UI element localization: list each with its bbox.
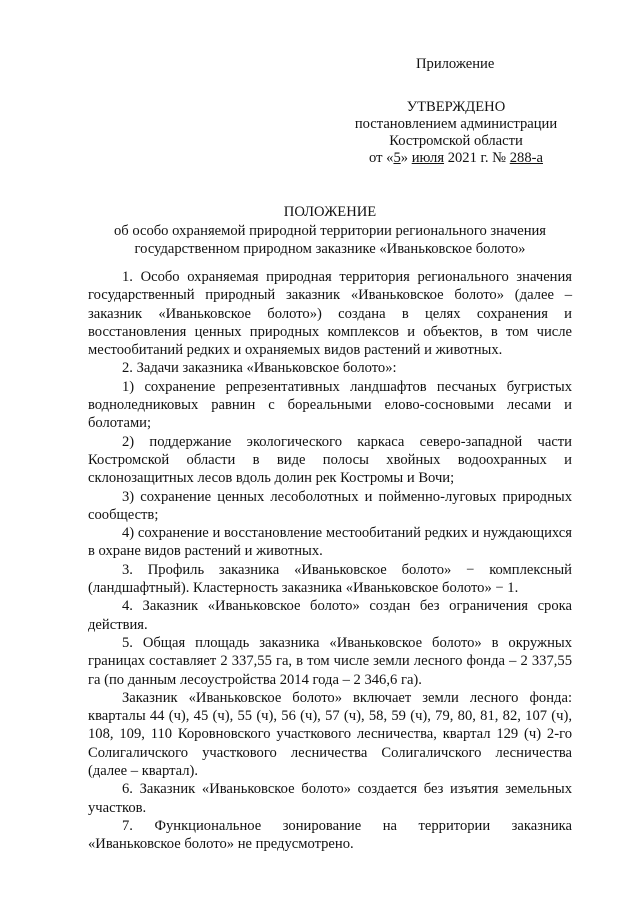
title-line-1: об особо охраняемой природной территории регионального значения bbox=[113, 222, 547, 239]
date-year: 2021 г. № bbox=[444, 150, 510, 166]
title-line-2: государственном природном заказнике «Иваньковское болото» bbox=[134, 241, 526, 257]
appendix-text: Приложение bbox=[416, 56, 495, 72]
paragraph-2: 2. Задачи заказника «Иваньковское болото»: bbox=[122, 360, 397, 377]
decree-text: постановлением администрации bbox=[354, 116, 558, 132]
date-mid: » bbox=[400, 150, 412, 166]
paragraph-task-4: 4) сохранение и восстановление местообитаний редких и нуждающихся в охране видов растений и животных. bbox=[88, 525, 572, 560]
region-text: Костромской области bbox=[389, 133, 523, 149]
approval-stamp bbox=[340, 99, 572, 167]
paragraph-4: 4. Заказник «Иваньковское болото» создан без ограничения срока действия. bbox=[88, 598, 572, 633]
date-prefix: от « bbox=[369, 150, 394, 166]
title-heading: ПОЛОЖЕНИЕ bbox=[283, 204, 377, 220]
appendix-label bbox=[416, 56, 640, 73]
paragraph-1: 1. Особо охраняемая природная территория регионального значения государственный природный заказник «Иваньковское болото» (далее – заказник «Иваньковское болото») создана в целях сохранения и восстановления ценных природных комплексов и объектов, в том числе местообитаний редких и охраняемых видов растений и животных. bbox=[88, 269, 572, 359]
doc-number: 288-а bbox=[509, 150, 543, 166]
decree-date bbox=[340, 150, 572, 167]
paragraph-3: 3. Профиль заказника «Иваньковское болото» − комплексный (ландшафтный). Кластерность заказника «Иваньковское болото» − 1. bbox=[88, 561, 572, 597]
paragraph-5-lands: Заказник «Иваньковское болото» включает земли лесного фонда: кварталы 44 (ч), 45 (ч), 55 (ч), 56 (ч), 57 (ч), 58, 59 (ч), 79, 80, 81, 82, 107 (ч), 108, 109, 110 Коровновского участкового лесничества, квартал 129 (ч) 2-го Солигаличского участкового лесничества Солигаличского лесничества (далее – квартал). bbox=[88, 689, 572, 780]
paragraph-5: 5. Общая площадь заказника «Иваньковское болото» в окружных границах составляет 2 337,55 га, в том числе земли лесного фонда – 2 337,55 га (по данным лесоустройства 2014 года – 2 346,6 га). bbox=[88, 634, 572, 688]
paragraph-7: 7. Функциональное зонирование на территории заказника «Иваньковское болото» не предусмотрено. bbox=[88, 817, 572, 853]
approved-heading: УТВЕРЖДЕНО bbox=[406, 99, 506, 115]
document-body bbox=[88, 268, 572, 854]
paragraph-6: 6. Заказник «Иваньковское болото» создается без изъятия земельных участков. bbox=[88, 781, 572, 816]
document-title bbox=[88, 203, 572, 259]
paragraph-task-1: 1) сохранение репрезентативных ландшафтов песчаных бугристых водноледниковых равнин с бореальными елово-сосновыми лесами и болотами; bbox=[88, 378, 572, 432]
paragraph-task-2: 2) поддержание экологического каркаса северо-западной части Костромской области в виде полосы хвойных водоохранных и склонозащитных лесов вдоль долин рек Костромы и Вочи; bbox=[88, 433, 572, 487]
date-month: июля bbox=[411, 150, 445, 166]
date-day: 5 bbox=[393, 150, 401, 166]
paragraph-task-3: 3) сохранение ценных лесоболотных и пойменно-луговых природных сообществ; bbox=[88, 488, 572, 523]
